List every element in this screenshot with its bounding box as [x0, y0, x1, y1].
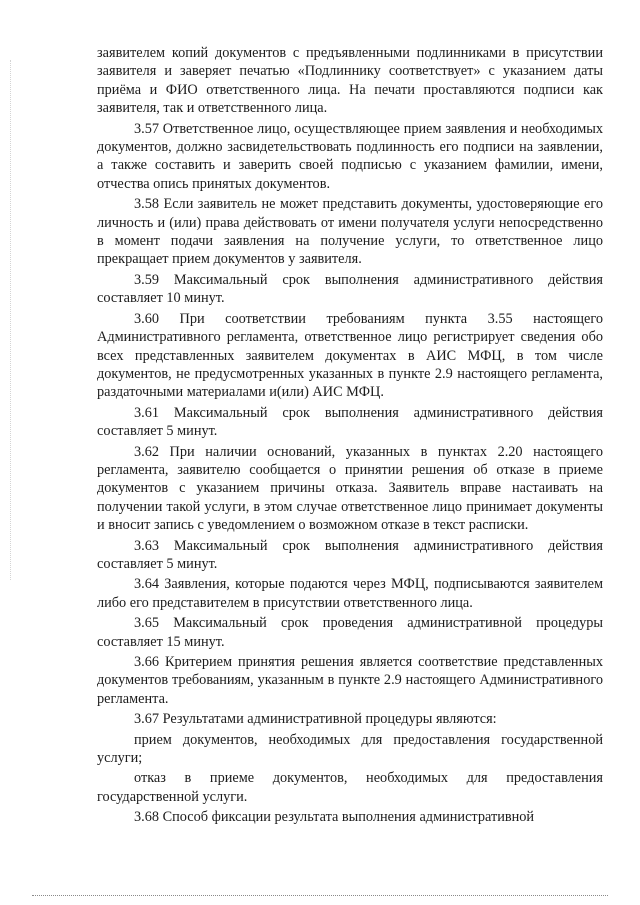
paragraph-3-61: 3.61 Максимальный срок выполнения административного действия составляет 5 минут. [97, 404, 603, 440]
paragraph-3-57: 3.57 Ответственное лицо, осуществляющее прием заявления и необходимых документов, должно засвидетельствовать подлинность его подписи на заявлении, а также составить и заверить своей подписью с указанием фамилии, имени, отчества опись принятых документов. [97, 120, 603, 192]
paragraph-3-58: 3.58 Если заявитель не может представить документы, удостоверяющие его личность и (или) права действовать от имени получателя услуги непосредственно в момент подачи заявления на получение услуги, то ответственное лицо прекращает прием документов у заявителя. [97, 196, 603, 268]
paragraph-3-64: 3.64 Заявления, которые подаются через МФЦ, подписываются заявителем либо его представителем в присутствии ответственного лица. [97, 576, 603, 611]
paragraph-3-65: 3.65 Максимальный срок проведения административной процедуры составляет 15 минут. [97, 615, 603, 650]
paragraph-3-59: 3.59 Максимальный срок выполнения административного действия составляет 10 минут. [97, 271, 603, 307]
document-body [97, 44, 603, 829]
scan-margin-marks [10, 60, 13, 580]
paragraph-3-67: 3.67 Результатами административной процедуры являются: [134, 711, 497, 728]
paragraph-3-68: 3.68 Способ фиксации результата выполнения административной [134, 809, 535, 826]
paragraph-3-62: 3.62 При наличии оснований, указанных в пунктах 2.20 настоящего регламента, заявителю сообщается о принятии решения об отказе в приеме документов с указанием причины отказа. Заявитель вправе настаивать на получении такой услуги, в этом случае ответственное лицо принимает документы и вносит запись с уведомлением о возможном отказе в текст расписки. [97, 443, 603, 534]
result-item-refuse: отказ в приеме документов, необходимых для предоставления государственной услуги. [97, 770, 603, 805]
paragraph-continuation: заявителем копий документов с предъявленными подлинниками в присутствии заявителя и заверяет печатью «Подлиннику соответствует» с указанием даты приёма и ФИО ответственного лица. На печати проставляются подписи как заявителя, так и ответственного лица. [97, 45, 603, 117]
page-bottom-rule [32, 895, 608, 896]
result-item-accept: прием документов, необходимых для предоставления государственной услуги; [97, 731, 603, 767]
paragraph-3-66: 3.66 Критерием принятия решения является соответствие представленных документов требованиям, указанным в пункте 2.9 настоящего Административного регламента. [97, 654, 603, 707]
paragraph-3-63: 3.63 Максимальный срок выполнения административного действия составляет 5 минут. [97, 537, 603, 572]
paragraph-3-60: 3.60 При соответствии требованиям пункта 3.55 настоящего Административного регламента, ответственное лицо регистрирует сведения обо всех представленных заявителем документах в АИС МФЦ, в том числе документов, не предусмотренных указанных в пункте 2.9 настоящего регламента, раздаточными материалами и(или) АИС МФЦ. [97, 310, 603, 401]
